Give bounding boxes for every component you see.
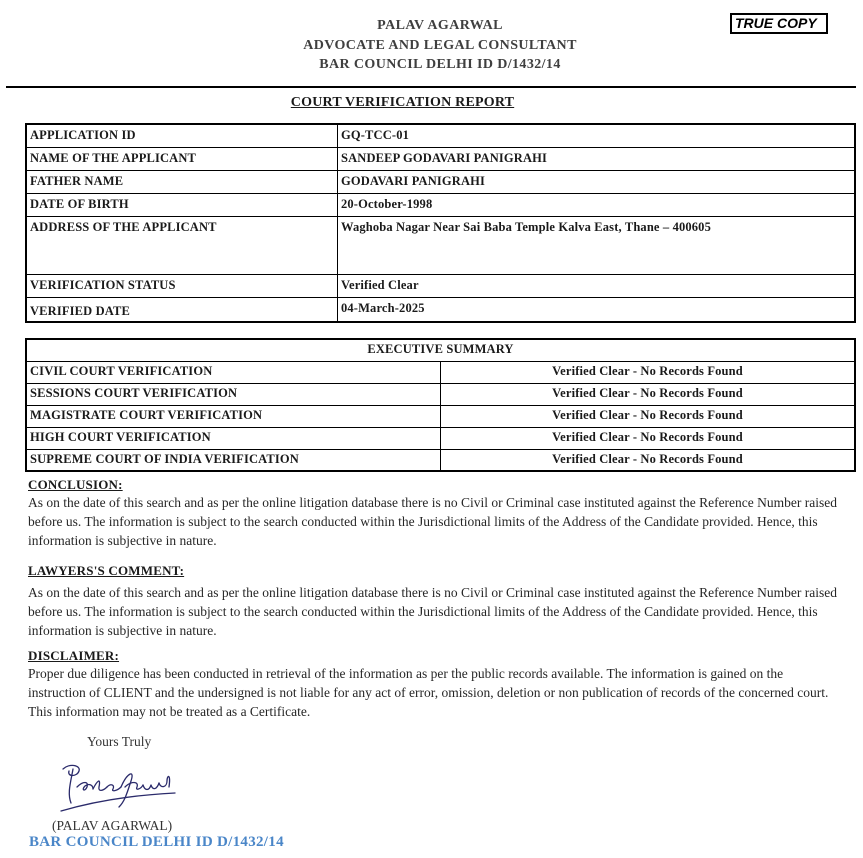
conclusion-heading: CONCLUSION: [28, 477, 123, 492]
row-label: NAME OF THE APPLICANT [26, 147, 338, 170]
table-header-row [26, 339, 855, 361]
disclaimer-heading: DISCLAIMER: [28, 648, 120, 663]
row-value: GODAVARI PANIGRAHI [338, 170, 856, 193]
yours-truly: Yours Truly [87, 734, 152, 749]
executive-summary-table [25, 338, 856, 472]
signature-icon [55, 757, 180, 815]
court-result: Verified Clear - No Records Found [441, 361, 856, 383]
report-title: COURT VERIFICATION REPORT [290, 95, 515, 110]
table-row [26, 427, 855, 449]
table-row [26, 383, 855, 405]
row-value: 20-October-1998 [338, 193, 856, 216]
row-value: Verified Clear [338, 274, 856, 297]
row-value: Waghoba Nagar Near Sai Baba Temple Kalva East, Thane – 400605 [338, 216, 856, 274]
conclusion-text: As on the date of this search and as per the online litigation database there is no Civil or Criminal case instituted against the Reference Number raised before us. The information is subject to the search conducted within the Jurisdictional limits of the Address of the Candidate provided. Hence, this information is subjective in nature. [28, 495, 838, 548]
disclaimer-section [28, 648, 843, 721]
header-divider [6, 86, 856, 88]
row-label: FATHER NAME [26, 170, 338, 193]
applicant-info-table [25, 123, 856, 323]
lawyers-comment-heading: LAWYERS'S COMMENT: [28, 563, 185, 578]
lawyers-comment-section [28, 563, 843, 640]
row-label: VERIFIED DATE [26, 297, 338, 322]
table-row [26, 124, 855, 147]
court-result: Verified Clear - No Records Found [441, 405, 856, 427]
signatory-name: (PALAV AGARWAL) [52, 818, 173, 833]
advocate-designation: ADVOCATE AND LEGAL CONSULTANT [303, 37, 577, 53]
row-value: SANDEEP GODAVARI PANIGRAHI [338, 147, 856, 170]
executive-summary-title: EXECUTIVE SUMMARY [26, 339, 855, 361]
table-row [26, 449, 855, 471]
row-label: VERIFICATION STATUS [26, 274, 338, 297]
court-result: Verified Clear - No Records Found [441, 383, 856, 405]
row-label: APPLICATION ID [26, 124, 338, 147]
court-result: Verified Clear - No Records Found [441, 449, 856, 471]
advocate-name: PALAV AGARWAL [377, 18, 503, 33]
signatory-bar-council-id: BAR COUNCIL DELHI ID D/1432/14 [29, 834, 284, 850]
true-copy-stamp: TRUE COPY [730, 13, 828, 34]
conclusion-section [28, 477, 843, 550]
table-row [26, 297, 855, 322]
table-row [26, 405, 855, 427]
table-row [26, 361, 855, 383]
table-row [26, 216, 855, 274]
row-value: GQ-TCC-01 [338, 124, 856, 147]
row-label: DATE OF BIRTH [26, 193, 338, 216]
table-row [26, 170, 855, 193]
court-label: MAGISTRATE COURT VERIFICATION [26, 405, 441, 427]
table-row [26, 147, 855, 170]
row-label: ADDRESS OF THE APPLICANT [26, 216, 338, 274]
table-row [26, 274, 855, 297]
disclaimer-text: Proper due diligence has been conducted in retrieval of the information as per the public records available. The information is gained on the instruction of CLIENT and the undersigned is not liable for any act of error, omission, deletion or non publication of records of the concerned court. This information may not be treated as a Certificate. [28, 666, 829, 719]
court-label: SESSIONS COURT VERIFICATION [26, 383, 441, 405]
court-result: Verified Clear - No Records Found [441, 427, 856, 449]
court-label: HIGH COURT VERIFICATION [26, 427, 441, 449]
court-label: SUPREME COURT OF INDIA VERIFICATION [26, 449, 441, 471]
row-value: 04-March-2025 [338, 297, 856, 322]
bar-council-id: BAR COUNCIL DELHI ID D/1432/14 [319, 57, 561, 72]
lawyers-comment-text: As on the date of this search and as per the online litigation database there is no Civil or Criminal case instituted against the Reference Number raised before us. The information is subject to the search conducted within the Jurisdictional limits of the Address of the Candidate provided. Hence, this information is subjective in nature. [28, 585, 838, 638]
table-row [26, 193, 855, 216]
court-label: CIVIL COURT VERIFICATION [26, 361, 441, 383]
